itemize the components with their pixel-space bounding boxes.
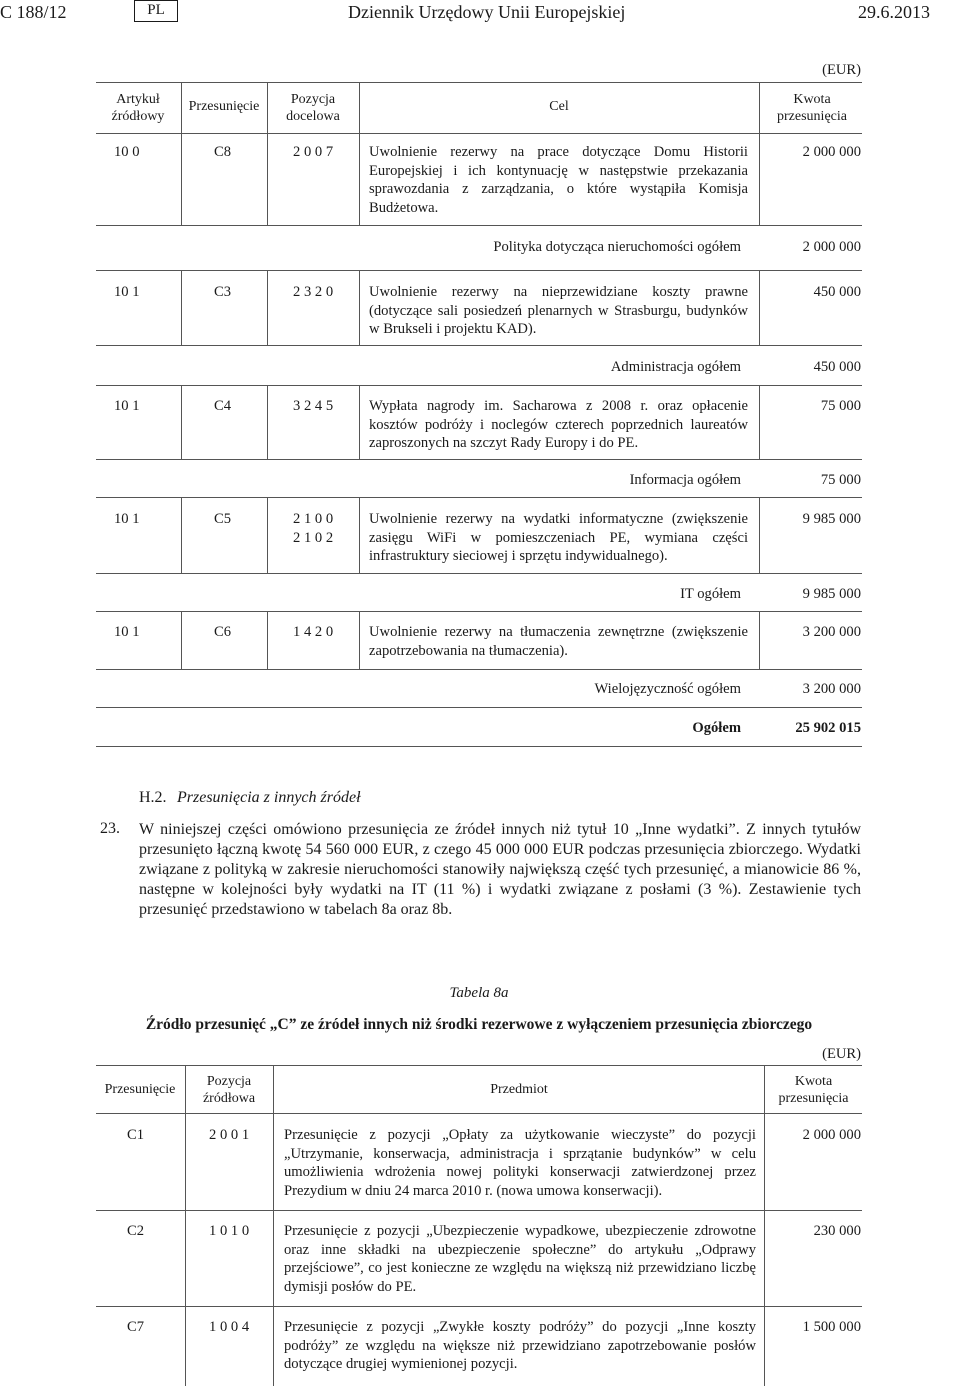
col-header-article: Artykuł źródłowy: [111, 92, 165, 124]
journal-title: Dziennik Urzędowy Unii Europejskiej: [348, 2, 626, 22]
paragraph-number: 23.: [100, 820, 120, 837]
table-title: Źródło przesunięć „C” ze źródeł innych niż środki rezerwowe z wyłączeniem przesunięcia zbiorczego: [145, 1016, 813, 1033]
page-number: C 188/12: [0, 2, 67, 22]
col-header-transfer: Przesunięcie: [188, 99, 260, 114]
subtotal-label: Wielojęzyczność ogółem: [594, 681, 741, 697]
subtotal-value: 9 985 000: [802, 586, 861, 602]
subtotal-label: Informacja ogółem: [629, 472, 741, 488]
subtotal-value: 2 000 000: [802, 239, 861, 255]
subtotal-label: IT ogółem: [680, 586, 741, 602]
total-label: Ogółem: [692, 720, 741, 736]
subtotal-label: Polityka dotycząca nieruchomości ogółem: [493, 239, 741, 255]
subtotal-label: Administracja ogółem: [610, 359, 741, 375]
section-heading: Przesunięcia z innych źródeł: [177, 789, 361, 806]
col-header-purpose: Cel: [549, 99, 569, 114]
language-badge: PL: [134, 0, 178, 22]
col-header-transfer: Przesunięcie: [104, 1082, 176, 1097]
paragraph-text: W niniejszej części omówiono przesunięcia ze źródeł innych niż tytuł 10 „Inne wydatki”. Z innych tytułów przesunięto łączną kwotę 54 560 000 EUR, z czego 45 000 000 EUR podczas przesunięcia zbiorczego. Wydatki związane z polityką w zakresie nieruchomości stanowiły największą część tych przesunięć, a mianowicie 86 %, następne w kolejności były wydatki na IT (11 %) i wydatki związane z posłami (3 %). Zestawienie tych przesunięć przedstawiono w tabelach 8a oraz 8b.: [139, 821, 861, 918]
col-header-target-item: Pozycja docelowa: [286, 92, 340, 124]
col-header-source-item: Pozycja źródłowa: [202, 1074, 256, 1106]
currency-label: (EUR): [822, 62, 861, 78]
section-heading-number: H.2.: [139, 789, 167, 806]
currency-label: (EUR): [822, 1046, 861, 1062]
col-header-subject: Przedmiot: [490, 1082, 548, 1097]
col-header-amount: Kwota przesunięcia: [778, 1074, 849, 1106]
publication-date: 29.6.2013: [858, 2, 930, 22]
subtotal-value: 450 000: [813, 359, 861, 375]
subtotal-value: 75 000: [820, 472, 861, 488]
col-header-amount: Kwota przesunięcia: [777, 92, 847, 124]
table-label: Tabela 8a: [449, 985, 509, 1001]
total-value: 25 902 015: [795, 720, 861, 736]
subtotal-value: 3 200 000: [802, 681, 861, 697]
